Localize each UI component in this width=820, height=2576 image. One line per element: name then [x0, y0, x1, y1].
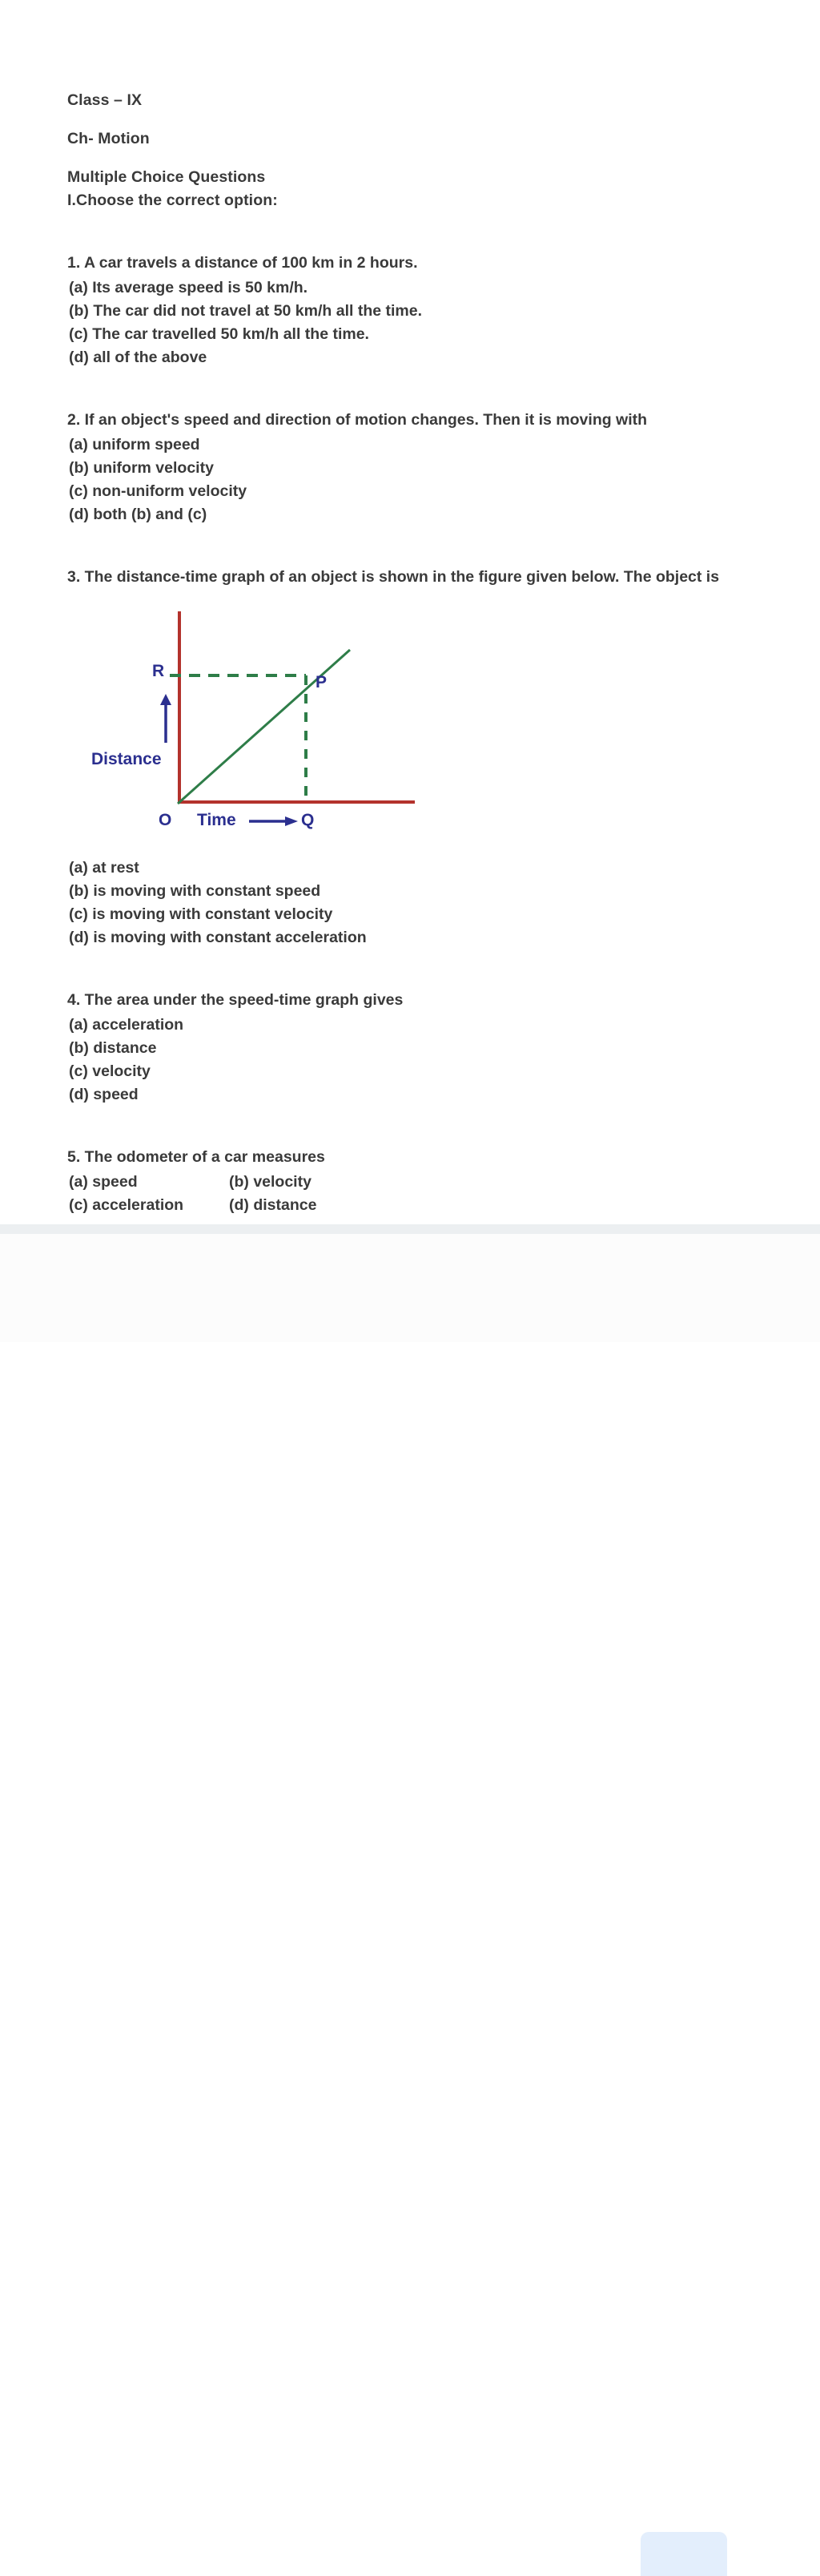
- question-4-stem: 4. The area under the speed-time graph gives: [67, 991, 404, 1009]
- question-3: [67, 566, 756, 949]
- question-5-option-c[interactable]: (c) acceleration: [69, 1196, 184, 1214]
- question-4: [67, 990, 756, 1107]
- question-5-options: [67, 1171, 756, 1217]
- question-1-option-c[interactable]: (c) The car travelled 50 km/h all the time.: [69, 325, 369, 343]
- question-1-option-b[interactable]: (b) The car did not travel at 50 km/h all the time.: [69, 302, 423, 320]
- question-1-option-a[interactable]: (a) Its average speed is 50 km/h.: [69, 279, 308, 296]
- graph-label-r: R: [152, 662, 165, 680]
- page-footer-area: [0, 1234, 820, 1342]
- document-heading: [67, 90, 756, 211]
- distance-time-graph-figure: [85, 605, 501, 845]
- graph-label-q: Q: [301, 811, 315, 829]
- question-4-option-c[interactable]: (c) velocity: [69, 1062, 151, 1080]
- question-5-option-a[interactable]: (a) speed: [69, 1173, 138, 1191]
- question-5-stem: 5. The odometer of a car measures: [67, 1148, 325, 1166]
- graph-label-p: P: [316, 673, 328, 691]
- question-5: [67, 1147, 756, 1217]
- question-4-option-a[interactable]: (a) acceleration: [69, 1016, 184, 1034]
- question-5-option-d[interactable]: (d) distance: [229, 1196, 317, 1214]
- graph-axis-label-time: Time: [197, 811, 236, 829]
- instruction-line: I.Choose the correct option:: [67, 191, 278, 209]
- question-1: [67, 252, 756, 369]
- question-2-option-a[interactable]: (a) uniform speed: [69, 436, 200, 454]
- question-3-option-d[interactable]: (d) is moving with constant acceleration: [69, 929, 367, 946]
- question-2-option-d[interactable]: (d) both (b) and (c): [69, 506, 207, 523]
- footer-tab[interactable]: [641, 2532, 727, 2576]
- question-3-option-a[interactable]: (a) at rest: [69, 859, 139, 877]
- question-3-option-c[interactable]: (c) is moving with constant velocity: [69, 905, 333, 923]
- question-4-option-d[interactable]: (d) speed: [69, 1086, 139, 1103]
- distance-arrow-icon: [155, 693, 176, 743]
- question-2-option-b[interactable]: (b) uniform velocity: [69, 459, 214, 477]
- page-divider: [0, 1224, 820, 1234]
- question-2-stem: 2. If an object's speed and direction of motion changes. Then it is moving with: [67, 411, 648, 429]
- chapter-line: Ch- Motion: [67, 130, 150, 147]
- question-2: [67, 409, 756, 526]
- question-5-option-b[interactable]: (b) velocity: [229, 1173, 312, 1191]
- time-arrow-icon: [249, 815, 299, 828]
- question-2-option-c[interactable]: (c) non-uniform velocity: [69, 482, 247, 500]
- question-3-stem: 3. The distance-time graph of an object is shown in the figure given below. The object is: [67, 568, 720, 586]
- graph-label-origin: O: [159, 811, 172, 829]
- graph-axis-label-distance: Distance: [91, 750, 162, 768]
- class-line: Class – IX: [67, 91, 143, 109]
- question-3-option-b[interactable]: (b) is moving with constant speed: [69, 882, 321, 900]
- question-1-option-d[interactable]: (d) all of the above: [69, 349, 207, 366]
- question-1-stem: 1. A car travels a distance of 100 km in 2 hours.: [67, 254, 418, 272]
- section-title: Multiple Choice Questions: [67, 168, 266, 186]
- scanned-sheet: [0, 0, 820, 1224]
- graph-plot: [178, 611, 418, 804]
- document-content: [67, 90, 756, 1217]
- question-4-option-b[interactable]: (b) distance: [69, 1039, 157, 1057]
